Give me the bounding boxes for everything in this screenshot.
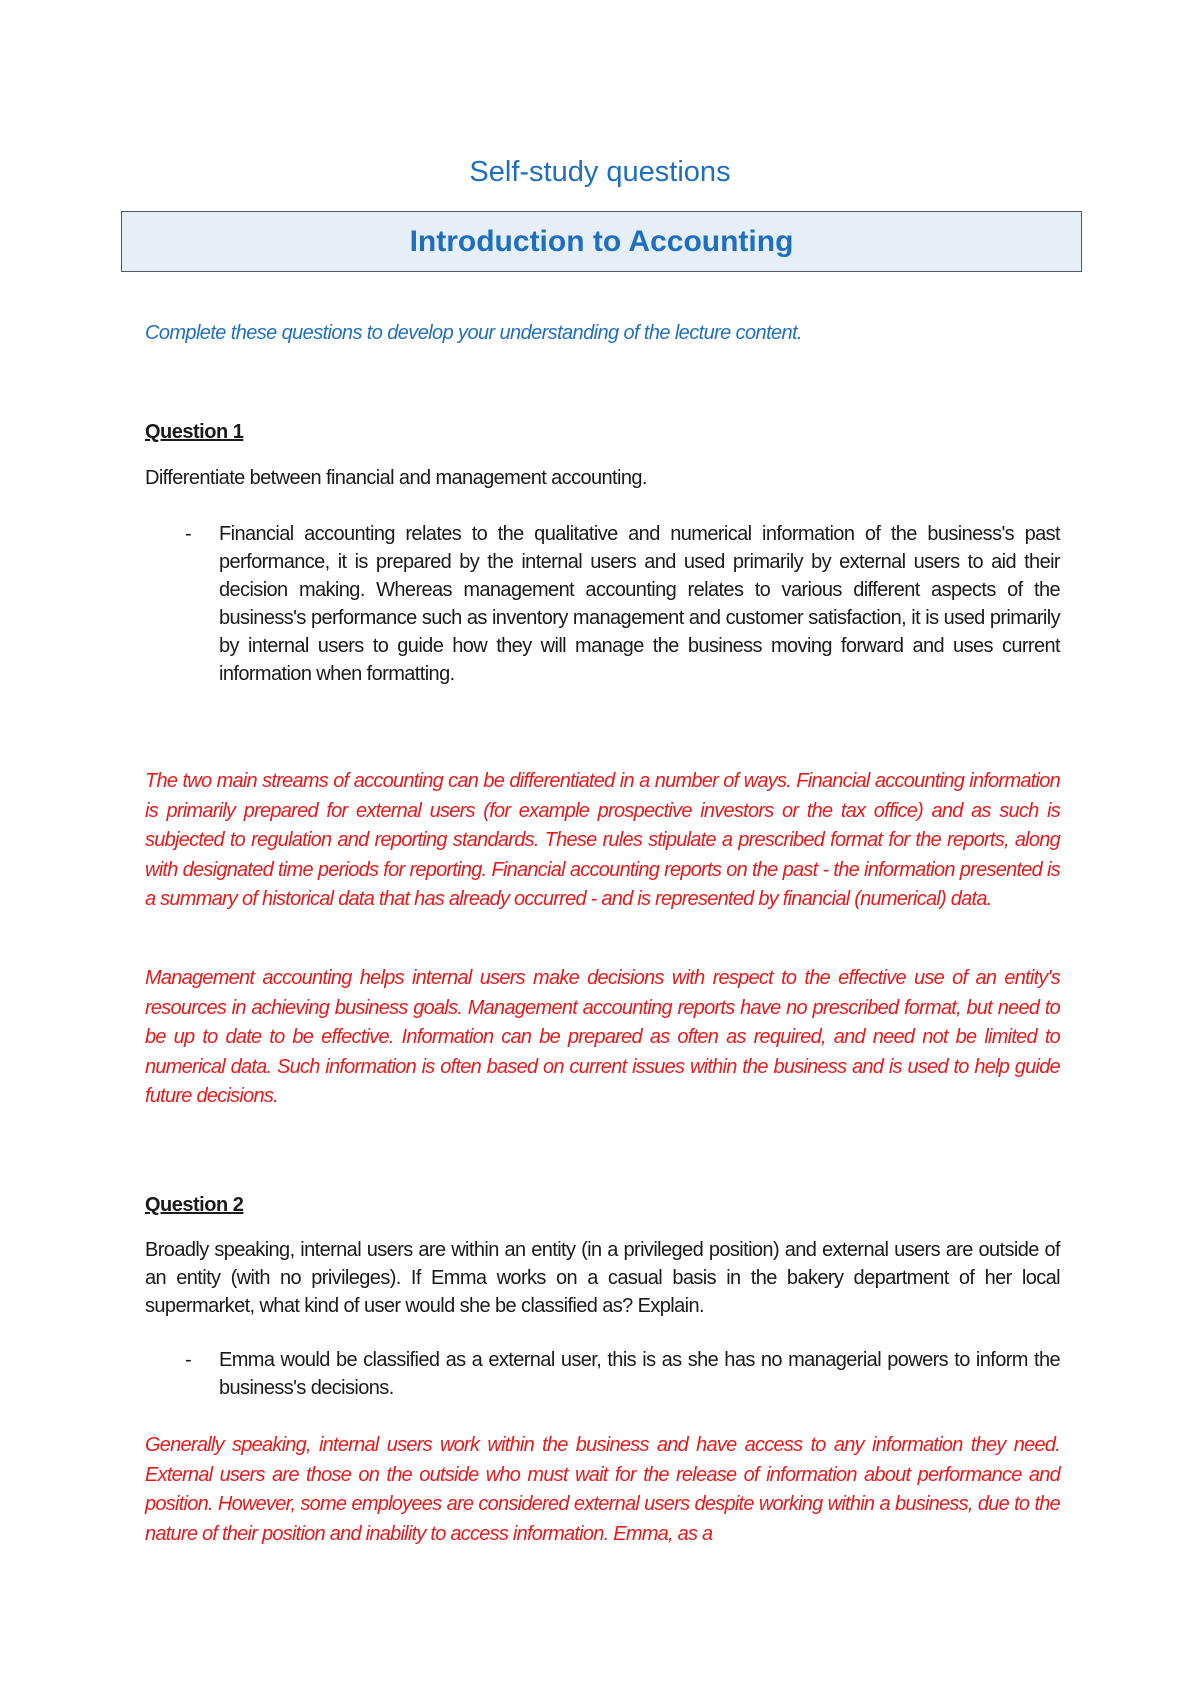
question-1-prompt: Differentiate between financial and management accounting. [145,467,647,489]
bullet-dash: - [185,1349,192,1371]
question-2-prompt: Broadly speaking, internal users are within an entity (in a privileged position) and external users are outside of an entity (with no privileges). If Emma works on a casual basis in the bakery department of her local supermarket, what kind of user would she be classified as? Explain. [145,1239,1060,1317]
question-1-model-answer-paragraph-1: The two main streams of accounting can be differentiated in a number of ways. Financial accounting information is primarily prepared for external users (for example prospective investors or the tax office) and as such is subjected to regulation and reporting standards. These rules stipulate a prescribed format for the reports, along with designated time periods for reporting. Financial accounting reports on the past - the information presented is a summary of historical data that has already occurred - and is represented by financial (numerical) data. [145,770,1060,910]
question-2-model-answer-paragraph-1: Generally speaking, internal users work within the business and have access to any information they need. External users are those on the outside who must wait for the release of information about performance and position. However, some employees are considered external users despite working within a business, due to the nature of their position and inability to access information. Emma, as a [145,1434,1060,1545]
bullet-dash: - [185,523,192,545]
question-1-label-block [145,418,1060,446]
document-title: Self-study questions [469,156,731,188]
question-2-student-answer [145,1346,1060,1402]
intro-instruction: Complete these questions to develop your understanding of the lecture content. [145,322,802,344]
question-2-label-block [145,1191,1060,1219]
section-heading: Introduction to Accounting [409,224,794,258]
question-1-label: Question 1 [145,421,244,443]
question-2-student-answer-text: Emma would be classified as a external user, this is as she has no managerial powers to inform the business's decisions. [219,1349,1060,1399]
question-1-model-answer-paragraph-2: Management accounting helps internal users make decisions with respect to the effective use of an entity's resources in achieving business goals. Management accounting reports have no prescribed format, but need to be up to date to be effective. Information can be prepared as often as required, and need not be limited to numerical data. Such information is often based on current issues within the business and is used to help guide future decisions. [145,967,1060,1107]
question-1-student-answer [145,520,1060,688]
question-2-label: Question 2 [145,1194,244,1216]
section-heading-box [121,211,1082,272]
question-1-student-answer-text: Financial accounting relates to the qualitative and numerical information of the business's past performance, it is prepared by the internal users and used primarily by external users to aid their decision making. Whereas management accounting relates to various different aspects of the business's performance such as inventory management and customer satisfaction, it is used primarily by internal users to guide how they will manage the business moving forward and uses current information when formatting. [219,523,1060,685]
